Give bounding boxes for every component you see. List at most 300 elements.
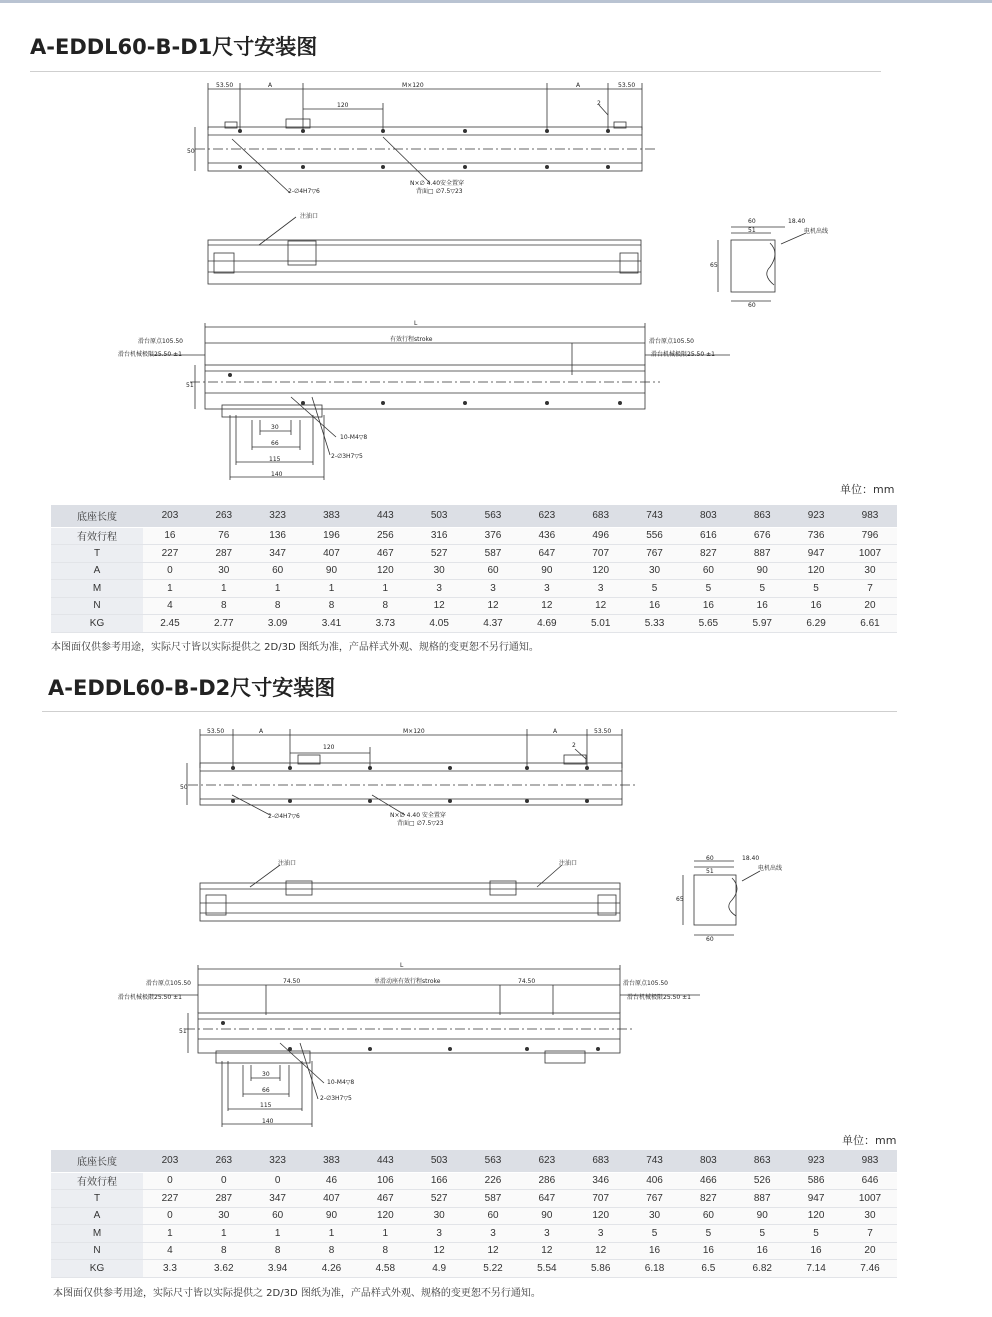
table-cell: 12 (412, 597, 466, 615)
table-row (51, 580, 897, 598)
s1-dim-pitch: 120 (337, 102, 349, 109)
table-cell: 323 (251, 1150, 305, 1172)
table-cell: 203 (143, 1150, 197, 1172)
table-cell: 3 (412, 1225, 466, 1243)
s2-limit-right: 滑台机械极限25.50 ±1 (627, 994, 691, 1001)
table-cell: 3 (574, 580, 628, 598)
table-cell: 1 (143, 1225, 197, 1243)
table-cell: 443 (358, 1150, 412, 1172)
table-cell: 1 (251, 1225, 305, 1243)
table-row (51, 1242, 897, 1260)
s1-side-60-top: 60 (748, 218, 756, 225)
table-cell: 287 (197, 545, 251, 563)
table-cell: 5 (789, 580, 843, 598)
table-cell: 286 (520, 1172, 574, 1190)
table-cell: 90 (735, 1207, 789, 1225)
table-cell: 5 (628, 1225, 682, 1243)
table-cell: 20 (843, 597, 897, 615)
table-cell: 1 (143, 580, 197, 598)
table-cell: 376 (466, 527, 520, 545)
table-cell: 3 (466, 580, 520, 598)
table-cell: 4 (143, 1242, 197, 1260)
table-cell: 90 (735, 562, 789, 580)
table-cell: 5.97 (735, 615, 789, 633)
s1-side-65: 65 (710, 262, 718, 269)
table-cell: 1 (251, 580, 305, 598)
table-cell: 60 (681, 562, 735, 580)
table-cell: 256 (358, 527, 412, 545)
table-cell: 3 (574, 1225, 628, 1243)
table-cell: 863 (735, 1150, 789, 1172)
s1-pin-hole: 2-∅4H7▽6 (288, 188, 320, 195)
table-cell: 923 (789, 505, 843, 527)
section-2-drawing (0, 723, 992, 1133)
table-cell: 120 (789, 1207, 843, 1225)
table-row (51, 615, 897, 633)
table-cell: 226 (466, 1172, 520, 1190)
table-cell: 1 (305, 1225, 359, 1243)
table-cell: 4.05 (412, 615, 466, 633)
table-cell: 676 (735, 527, 789, 545)
table-cell: 30 (843, 562, 897, 580)
table-cell: 196 (305, 527, 359, 545)
table-row (51, 1207, 897, 1225)
table-row (51, 1172, 897, 1190)
s2-dim-53-right: 53.50 (594, 728, 612, 735)
table-cell: 76 (197, 527, 251, 545)
table-cell: 646 (843, 1172, 897, 1190)
s1-limit-right: 滑台机械极限25.50 ±1 (651, 351, 715, 358)
table-cell: 7 (843, 1225, 897, 1243)
s2-side-18: 18.40 (742, 855, 760, 862)
section-2-unit: 单位：mm (842, 1134, 897, 1147)
s2-dim-53-left: 53.50 (207, 728, 225, 735)
s1-dim-140: 140 (271, 471, 283, 478)
s1-dim-m120: M×120 (402, 82, 424, 89)
table-cell: 12 (520, 597, 574, 615)
s2-holes-back: 背面□ ∅7.5▽23 (397, 820, 444, 827)
table-cell: 466 (681, 1172, 735, 1190)
table-row (51, 505, 897, 527)
table-cell: 7.46 (843, 1260, 897, 1278)
table-row (51, 1225, 897, 1243)
table-cell: 30 (412, 562, 466, 580)
table-cell: 8 (358, 597, 412, 615)
table-cell: 5.33 (628, 615, 682, 633)
s2-dim-30: 30 (262, 1071, 270, 1078)
table-cell: 30 (197, 1207, 251, 1225)
table-cell: 8 (197, 597, 251, 615)
table-cell: 90 (520, 562, 574, 580)
s1-side-18: 18.40 (788, 218, 806, 225)
s1-screw: 10-M4▽8 (340, 434, 368, 441)
s2-dim-height: 50 (180, 784, 188, 791)
section-2-title-rule (42, 711, 897, 712)
table-cell: 623 (520, 1150, 574, 1172)
table-cell: 983 (843, 1150, 897, 1172)
table-cell: 1 (358, 1225, 412, 1243)
s1-bottom-51: 51 (186, 382, 194, 389)
table-cell: 503 (412, 505, 466, 527)
table-cell: 347 (251, 1190, 305, 1208)
s1-dim-a-right: A (576, 82, 581, 89)
s1-side-51: 51 (748, 227, 756, 234)
table-cell: 2.45 (143, 615, 197, 633)
table-cell: 947 (789, 1190, 843, 1208)
table-cell: 8 (305, 1242, 359, 1260)
table-cell: 6.29 (789, 615, 843, 633)
table-cell: 6.82 (735, 1260, 789, 1278)
s1-dim-115: 115 (269, 456, 281, 463)
table-cell: 16 (681, 1242, 735, 1260)
table-row (51, 562, 897, 580)
table-cell: 563 (466, 505, 520, 527)
table-cell: 743 (628, 505, 682, 527)
table-cell: 3 (520, 1225, 574, 1243)
table-cell: 586 (789, 1172, 843, 1190)
s1-origin-left: 滑台原点105.50 (138, 338, 183, 345)
table-cell: 526 (735, 1172, 789, 1190)
table-cell: 60 (681, 1207, 735, 1225)
table-cell: 5.86 (574, 1260, 628, 1278)
table-cell: 60 (466, 562, 520, 580)
table-cell: 16 (789, 1242, 843, 1260)
table-cell: 827 (681, 545, 735, 563)
row-label: M (51, 580, 143, 598)
s2-pin2: 2-∅3H7▽5 (320, 1095, 352, 1102)
s2-stroke: 单滑动座有效行程stroke (374, 978, 441, 985)
table-cell: 683 (574, 1150, 628, 1172)
table-cell: 30 (412, 1207, 466, 1225)
table-cell: 467 (358, 545, 412, 563)
row-label: A (51, 1207, 143, 1225)
table-cell: 383 (305, 1150, 359, 1172)
table-cell: 60 (251, 1207, 305, 1225)
s2-dim-pitch: 120 (323, 744, 335, 751)
table-cell: 407 (305, 545, 359, 563)
s1-holes-back: 背面□ ∅7.5▽23 (416, 188, 463, 195)
section-2-note: 本图面仅供参考用途，实际尺寸皆以实际提供之 2D/3D 图纸为准，产品样式外观、规格的变更恕不另行通知。 (53, 1288, 541, 1299)
table-cell: 8 (251, 597, 305, 615)
table-cell: 983 (843, 505, 897, 527)
table-cell: 587 (466, 1190, 520, 1208)
table-cell: 3 (520, 580, 574, 598)
table-cell: 263 (197, 505, 251, 527)
table-cell: 263 (197, 1150, 251, 1172)
s2-pin-hole: 2-∅4H7▽6 (268, 813, 300, 820)
s1-oil-port: 注油口 (300, 213, 319, 220)
table-cell: 12 (520, 1242, 574, 1260)
table-cell: 5 (681, 580, 735, 598)
s2-bottom-51: 51 (179, 1028, 187, 1035)
row-label: A (51, 562, 143, 580)
s1-dim-53-left: 53.50 (216, 82, 234, 89)
table-cell: 346 (574, 1172, 628, 1190)
table-cell: 503 (412, 1150, 466, 1172)
table-cell: 887 (735, 1190, 789, 1208)
table-row (51, 1150, 897, 1172)
table-cell: 120 (574, 1207, 628, 1225)
table-cell: 0 (143, 562, 197, 580)
table-cell: 16 (735, 597, 789, 615)
table-cell: 6.61 (843, 615, 897, 633)
s2-screw: 10-M4▽8 (327, 1079, 355, 1086)
table-cell: 556 (628, 527, 682, 545)
table-cell: 5.54 (520, 1260, 574, 1278)
table-cell: 3.62 (197, 1260, 251, 1278)
table-cell: 60 (251, 562, 305, 580)
table-cell: 743 (628, 1150, 682, 1172)
table-cell: 0 (251, 1172, 305, 1190)
table-cell: 5 (789, 1225, 843, 1243)
s1-dim-66: 66 (271, 440, 279, 447)
table-cell: 8 (251, 1242, 305, 1260)
table-cell: 527 (412, 545, 466, 563)
table-cell: 827 (681, 1190, 735, 1208)
table-cell: 587 (466, 545, 520, 563)
section-1-note: 本图面仅供参考用途，实际尺寸皆以实际提供之 2D/3D 图纸为准，产品样式外观、规格的变更恕不另行通知。 (51, 642, 539, 653)
table-cell: 683 (574, 505, 628, 527)
s1-dim-53-right: 53.50 (618, 82, 636, 89)
table-cell: 3.94 (251, 1260, 305, 1278)
s1-dim-l: L (414, 320, 418, 327)
s2-holes: N×∅ 4.40 安全置穿 (390, 812, 446, 819)
table-cell: 623 (520, 505, 574, 527)
s2-side-60-top: 60 (706, 855, 714, 862)
table-cell: 227 (143, 545, 197, 563)
s1-pin2: 2-∅3H7▽5 (331, 453, 363, 460)
table-cell: 16 (143, 527, 197, 545)
table-cell: 30 (843, 1207, 897, 1225)
s2-origin-left: 滑台原点105.50 (146, 980, 191, 987)
s2-side-60-bottom: 60 (706, 936, 714, 943)
table-cell: 3 (466, 1225, 520, 1243)
row-label: T (51, 1190, 143, 1208)
section-2-title: A-EDDL60-B-D2尺寸安装图 (48, 676, 336, 700)
table-cell: 5.65 (681, 615, 735, 633)
table-cell: 4 (143, 597, 197, 615)
s1-limit-left: 滑台机械极限25.50 ±1 (118, 351, 182, 358)
table-row (51, 1260, 897, 1278)
table-cell: 767 (628, 545, 682, 563)
table-cell: 707 (574, 1190, 628, 1208)
table-cell: 7.14 (789, 1260, 843, 1278)
table-cell: 16 (628, 1242, 682, 1260)
table-cell: 707 (574, 545, 628, 563)
table-cell: 120 (789, 562, 843, 580)
s1-dim-30: 30 (271, 424, 279, 431)
table-cell: 3.3 (143, 1260, 197, 1278)
table-cell: 4.37 (466, 615, 520, 633)
s2-dim-66: 66 (262, 1087, 270, 1094)
table-cell: 0 (143, 1172, 197, 1190)
s2-dim-140: 140 (262, 1118, 274, 1125)
table-cell: 563 (466, 1150, 520, 1172)
table-cell: 1007 (843, 545, 897, 563)
s1-dim-height: 50 (187, 148, 195, 155)
table-cell: 5 (735, 1225, 789, 1243)
table-cell: 90 (520, 1207, 574, 1225)
s1-dim-two: 2 (597, 100, 601, 107)
table-cell: 1 (197, 1225, 251, 1243)
table-cell: 287 (197, 1190, 251, 1208)
s2-dim-two: 2 (572, 742, 576, 749)
table-row (51, 545, 897, 563)
s2-dim-115: 115 (260, 1102, 272, 1109)
table-cell: 6.18 (628, 1260, 682, 1278)
s1-stroke: 有效行程stroke (390, 336, 433, 343)
s2-oil-port-left: 注油口 (278, 860, 297, 867)
s2-oil-port-right: 注油口 (559, 860, 578, 867)
table-cell: 16 (735, 1242, 789, 1260)
table-cell: 120 (358, 562, 412, 580)
table-cell: 5 (681, 1225, 735, 1243)
s2-dim-m120: M×120 (403, 728, 425, 735)
table-cell: 767 (628, 1190, 682, 1208)
table-cell: 647 (520, 545, 574, 563)
table-cell: 887 (735, 545, 789, 563)
table-cell: 4.58 (358, 1260, 412, 1278)
table-cell: 803 (681, 505, 735, 527)
table-cell: 3.41 (305, 615, 359, 633)
table-cell: 120 (574, 562, 628, 580)
s1-origin-right: 滑台原点105.50 (649, 338, 694, 345)
table-cell: 3.73 (358, 615, 412, 633)
row-label: KG (51, 1260, 143, 1278)
table-cell: 323 (251, 505, 305, 527)
top-accent-line (0, 0, 992, 3)
table-cell: 1007 (843, 1190, 897, 1208)
row-label: M (51, 1225, 143, 1243)
table-cell: 923 (789, 1150, 843, 1172)
table-cell: 347 (251, 545, 305, 563)
row-label: 底座长度 (51, 505, 143, 527)
table-cell: 616 (681, 527, 735, 545)
row-label: N (51, 597, 143, 615)
table-cell: 16 (681, 597, 735, 615)
table-cell: 4.9 (412, 1260, 466, 1278)
s1-holes: N×∅ 4.40安全置穿 (410, 180, 465, 187)
s2-side-51: 51 (706, 868, 714, 875)
s2-dim-74-right: 74.50 (518, 978, 536, 985)
row-label: 有效行程 (51, 527, 143, 545)
section-1-title-rule (30, 71, 881, 72)
table-cell: 1 (197, 580, 251, 598)
s1-side-60-bottom: 60 (748, 302, 756, 309)
table-cell: 12 (466, 1242, 520, 1260)
s1-side-motor: 电机出线 (804, 228, 829, 235)
table-cell: 16 (628, 597, 682, 615)
table-cell: 5.22 (466, 1260, 520, 1278)
table-cell: 203 (143, 505, 197, 527)
table-cell: 30 (628, 1207, 682, 1225)
table-cell: 443 (358, 505, 412, 527)
section-1-spec-table (51, 505, 897, 633)
table-cell: 407 (305, 1190, 359, 1208)
table-cell: 12 (412, 1242, 466, 1260)
table-cell: 5.01 (574, 615, 628, 633)
table-cell: 2.77 (197, 615, 251, 633)
table-cell: 1 (358, 580, 412, 598)
s2-side-motor: 电机出线 (758, 865, 783, 872)
s2-dim-a-left: A (259, 728, 264, 735)
table-cell: 30 (628, 562, 682, 580)
table-cell: 4.69 (520, 615, 574, 633)
table-cell: 7 (843, 580, 897, 598)
table-cell: 383 (305, 505, 359, 527)
table-cell: 4.26 (305, 1260, 359, 1278)
section-1-drawing (0, 75, 992, 487)
table-cell: 467 (358, 1190, 412, 1208)
table-cell: 8 (197, 1242, 251, 1260)
table-cell: 863 (735, 505, 789, 527)
table-cell: 90 (305, 562, 359, 580)
table-row (51, 1190, 897, 1208)
s2-dim-l: L (400, 962, 404, 969)
table-cell: 60 (466, 1207, 520, 1225)
table-cell: 16 (789, 597, 843, 615)
table-cell: 8 (358, 1242, 412, 1260)
table-cell: 12 (466, 597, 520, 615)
table-cell: 3.09 (251, 615, 305, 633)
table-cell: 0 (143, 1207, 197, 1225)
table-cell: 6.5 (681, 1260, 735, 1278)
table-cell: 0 (197, 1172, 251, 1190)
table-cell: 136 (251, 527, 305, 545)
table-cell: 647 (520, 1190, 574, 1208)
table-cell: 12 (574, 597, 628, 615)
table-cell: 120 (358, 1207, 412, 1225)
table-cell: 46 (305, 1172, 359, 1190)
table-cell: 527 (412, 1190, 466, 1208)
row-label: T (51, 545, 143, 563)
row-label: 底座长度 (51, 1150, 143, 1172)
table-cell: 796 (843, 527, 897, 545)
row-label: N (51, 1242, 143, 1260)
table-cell: 406 (628, 1172, 682, 1190)
table-cell: 803 (681, 1150, 735, 1172)
table-cell: 12 (574, 1242, 628, 1260)
table-cell: 30 (197, 562, 251, 580)
table-cell: 5 (735, 580, 789, 598)
s2-limit-left: 滑台机械极限25.50 ±1 (118, 994, 182, 1001)
table-cell: 8 (305, 597, 359, 615)
s2-side-65: 65 (676, 896, 684, 903)
s1-dim-a-left: A (268, 82, 273, 89)
row-label: KG (51, 615, 143, 633)
section-1-unit: 单位：mm (840, 483, 895, 496)
table-cell: 3 (412, 580, 466, 598)
table-cell: 947 (789, 545, 843, 563)
table-cell: 20 (843, 1242, 897, 1260)
s2-dim-a-right: A (553, 728, 558, 735)
table-cell: 316 (412, 527, 466, 545)
table-cell: 90 (305, 1207, 359, 1225)
s2-origin-right: 滑台原点105.50 (623, 980, 668, 987)
table-cell: 736 (789, 527, 843, 545)
table-cell: 227 (143, 1190, 197, 1208)
table-cell: 496 (574, 527, 628, 545)
table-cell: 106 (358, 1172, 412, 1190)
table-cell: 1 (305, 580, 359, 598)
section-2-spec-table (51, 1150, 897, 1278)
section-1-title: A-EDDL60-B-D1尺寸安装图 (30, 35, 318, 59)
table-cell: 166 (412, 1172, 466, 1190)
table-cell: 436 (520, 527, 574, 545)
table-cell: 5 (628, 580, 682, 598)
row-label: 有效行程 (51, 1172, 143, 1190)
table-row (51, 527, 897, 545)
